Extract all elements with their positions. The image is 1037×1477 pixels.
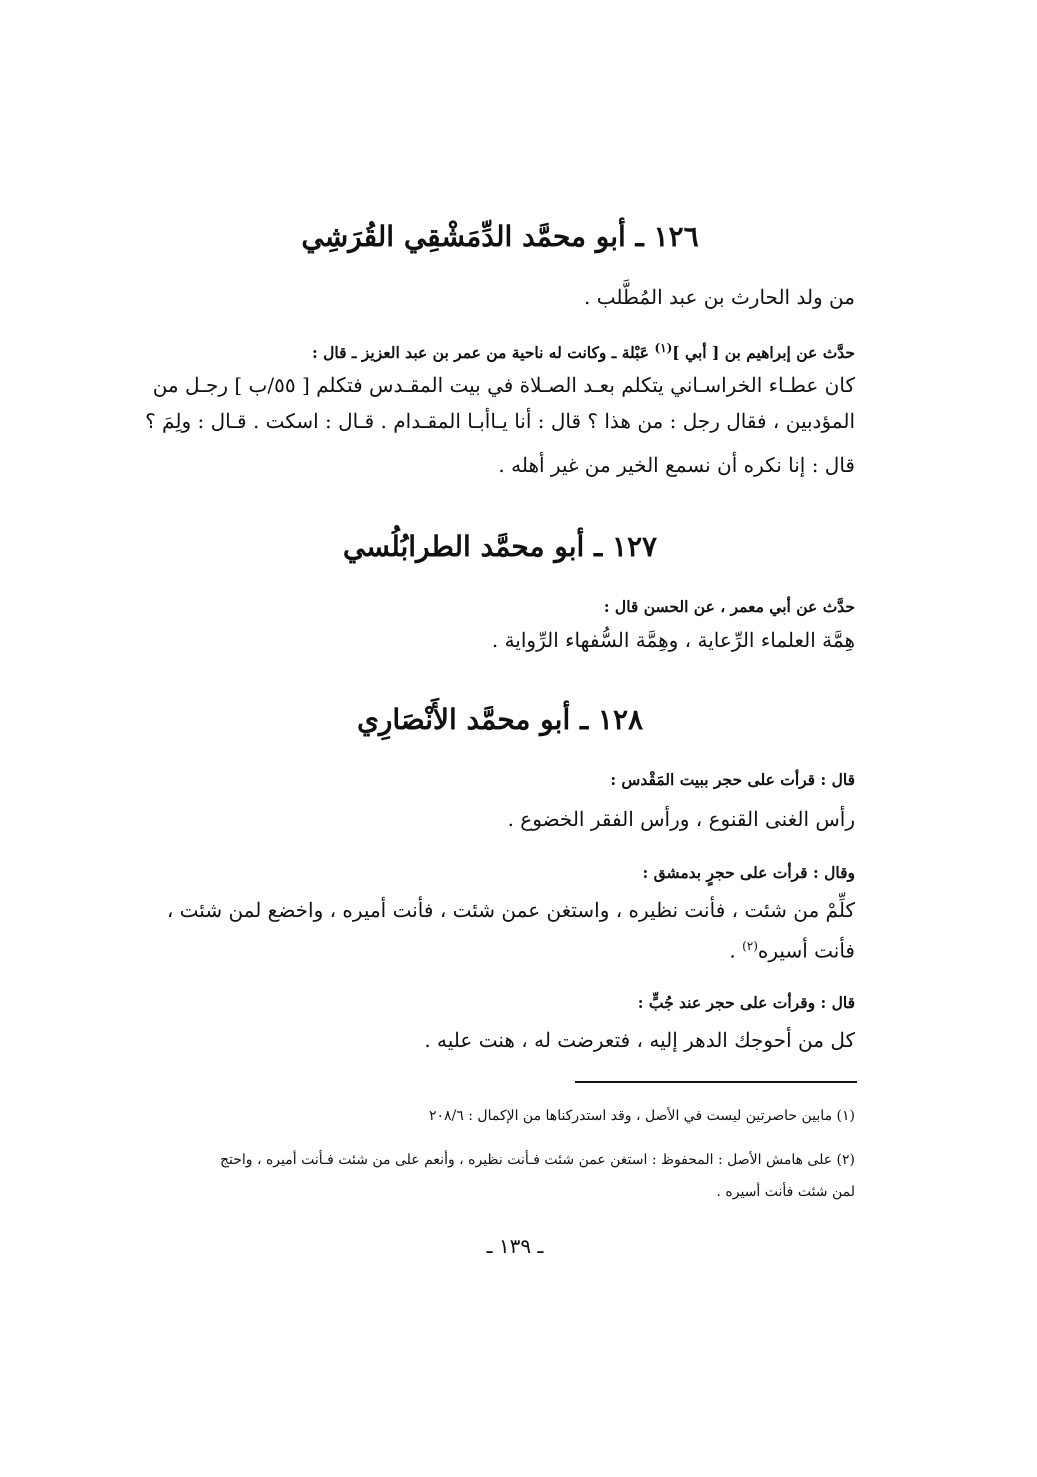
entry-intro-128-b: وقال : قرأت على حجرٍ بدمشق : (642, 863, 855, 882)
entry-heading-126: ١٢٦ ـ أبو محمَّد الدِّمَشْقِي القُرَشِي (301, 220, 699, 253)
footnote-2: (٢) على هامش الأصل : المحفوظ : استغن عمن شئت فـأنت نظيره ، وأنعم على من شئت فـأنت أميره ، واحتج (219, 1152, 855, 1168)
entry-text-line: كل من أحوجك الدهر إليه ، فتعرضت له ، هنت عليه . (424, 1028, 855, 1052)
entry-subtitle-126: من ولد الحارث بن عبد المُطَّلب . (584, 285, 855, 309)
text-segment-b: . (729, 938, 743, 963)
page-number: ـ ١٣٩ ـ (486, 1234, 544, 1258)
footnote-divider (575, 1081, 857, 1083)
entry-text-line: المؤدبين ، فقال رجل : من هذا ؟ قال : أنا يـاأبـا المقـدام . قـال : اسكت . قـال : ولِمَ ؟ (145, 409, 855, 433)
entry-intro-128-a: قال : قرأت على حجر ببيت المَقْدس : (610, 770, 855, 789)
entry-text-line (175, 930, 855, 967)
entry-text-line: هِمَّة العلماء الرِّعاية ، وهِمَّة السُّفهاء الرِّواية . (491, 628, 855, 652)
entry-text-line: كان عطـاء الخراسـاني يتكلم بعـد الصـلاة في بيت المقـدس فتكلم [ ٥٥/ب ] رجـل من (152, 373, 855, 397)
entry-text-line: رأس الغنى القنوع ، ورأس الفقر الخضوع . (507, 807, 855, 831)
entry-text-line: قال : إنا نكره أن نسمع الخير من غير أهله . (498, 453, 855, 477)
footnote-1: (١) مابين حاصرتين ليست في الأصل ، وقد استدركناها من الإكمال : ٢٠٨/٦ (429, 1108, 855, 1124)
footnote-marker-2: (٢) (742, 939, 758, 953)
footnote-marker-1: (١) (654, 341, 673, 355)
intro-text-b: عَبْلة ـ وكانت له ناحية من عمر بن عبد العزيز ـ قال : (312, 343, 655, 363)
footnote-2-continued: لمن شئت فأنت أسيره . (716, 1184, 855, 1200)
entry-intro-126 (175, 332, 855, 369)
entry-heading-127: ١٢٧ ـ أبو محمَّد الطرابُلُسي (342, 530, 658, 563)
entry-intro-128-c: قال : وقرأت على حجر عند جُبٍّ : (637, 993, 855, 1012)
entry-heading-128: ١٢٨ ـ أبو محمَّد الأَنْصَارِي (356, 703, 644, 736)
entry-text-line: كلِّمْ من شئت ، فأنت نظيره ، واستغن عمن شئت ، فأنت أميره ، واخضع لمن شئت ، (166, 898, 855, 922)
entry-intro-127: حدَّث عن أبي معمر ، عن الحسن قال : (603, 597, 855, 616)
intro-text-a: حدَّث عن إبراهيم بن [ أبي ] (672, 343, 855, 363)
text-segment-a: فأنت أسيره (757, 938, 855, 963)
